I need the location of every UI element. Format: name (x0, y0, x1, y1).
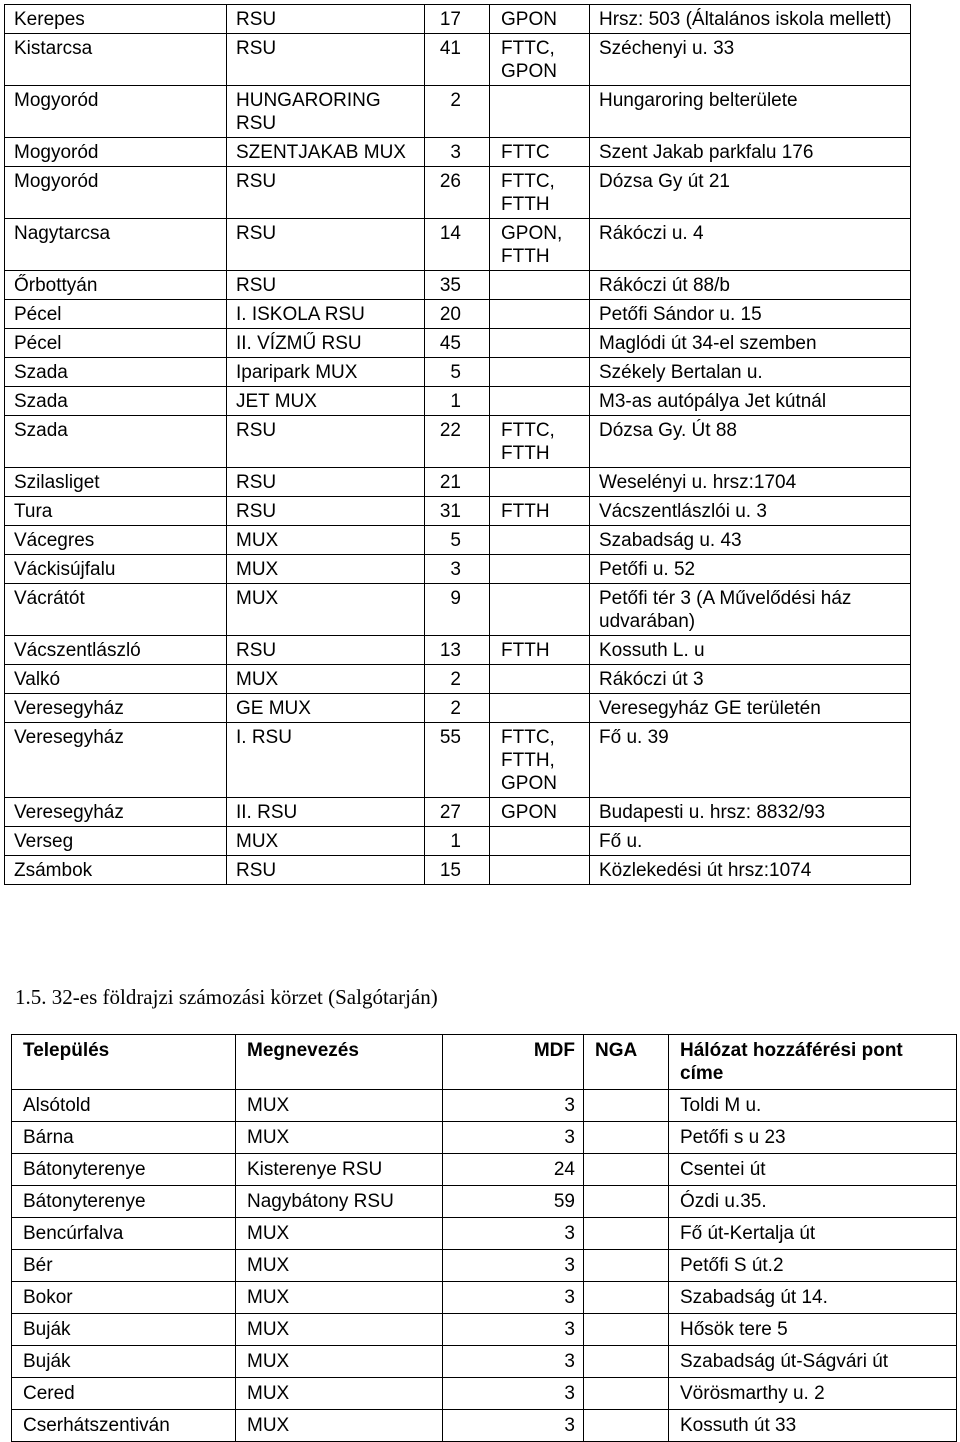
nga-cell: GPON (490, 5, 590, 34)
address-cell: Weselényi u. hrsz:1704 (590, 468, 911, 497)
mdf-cell: 59 (443, 1186, 584, 1218)
table-body (12, 1090, 957, 1442)
address-cell: Kossuth L. u (590, 636, 911, 665)
header-name: Megnevezés (236, 1035, 443, 1090)
name-cell: HUNGARORING RSU (227, 86, 425, 138)
nga-cell (584, 1378, 669, 1410)
address-cell: Fő u. (590, 827, 911, 856)
mdf-cell: 5 (425, 526, 490, 555)
name-cell: SZENTJAKAB MUX (227, 138, 425, 167)
table-row (5, 329, 911, 358)
mdf-cell: 31 (425, 497, 490, 526)
settlement-cell: Pécel (5, 329, 227, 358)
name-cell: MUX (236, 1378, 443, 1410)
address-cell: Maglódi út 34-el szemben (590, 329, 911, 358)
settlement-cell: Mogyoród (5, 138, 227, 167)
nga-cell (584, 1250, 669, 1282)
header-settlement: Település (12, 1035, 236, 1090)
nga-cell (490, 468, 590, 497)
nga-cell (490, 694, 590, 723)
table-row (5, 300, 911, 329)
nga-cell (490, 856, 590, 885)
table-row (12, 1154, 957, 1186)
name-cell: MUX (227, 555, 425, 584)
address-cell: Hősök tere 5 (669, 1314, 957, 1346)
settlement-cell: Kerepes (5, 5, 227, 34)
nga-cell: FTTH (490, 497, 590, 526)
table-row (5, 416, 911, 468)
settlement-cell: Mogyoród (5, 167, 227, 219)
nga-cell: FTTC, FTTH, GPON (490, 723, 590, 798)
settlement-cell: Buják (12, 1314, 236, 1346)
mdf-cell: 20 (425, 300, 490, 329)
settlement-cell: Bátonyterenye (12, 1154, 236, 1186)
settlement-cell: Bárna (12, 1122, 236, 1154)
nga-cell (490, 827, 590, 856)
name-cell: MUX (236, 1314, 443, 1346)
address-cell: Hungaroring belterülete (590, 86, 911, 138)
name-cell: MUX (236, 1218, 443, 1250)
mdf-cell: 17 (425, 5, 490, 34)
table-row (5, 636, 911, 665)
name-cell: MUX (236, 1250, 443, 1282)
address-cell: Hrsz: 503 (Általános iskola mellett) (590, 5, 911, 34)
mdf-cell: 24 (443, 1154, 584, 1186)
name-cell: MUX (227, 526, 425, 555)
address-cell: Csentei út (669, 1154, 957, 1186)
address-cell: Széchenyi u. 33 (590, 34, 911, 86)
settlement-cell: Őrbottyán (5, 271, 227, 300)
exchange-table-continued (4, 4, 911, 885)
name-cell: MUX (227, 665, 425, 694)
mdf-cell: 9 (425, 584, 490, 636)
nga-cell: FTTC, FTTH (490, 416, 590, 468)
mdf-cell: 55 (425, 723, 490, 798)
name-cell: RSU (227, 497, 425, 526)
name-cell: MUX (227, 584, 425, 636)
settlement-cell: Tura (5, 497, 227, 526)
address-cell: Veresegyház GE területén (590, 694, 911, 723)
address-cell: Rákóczi u. 4 (590, 219, 911, 271)
name-cell: MUX (236, 1346, 443, 1378)
mdf-cell: 3 (425, 555, 490, 584)
nga-cell: FTTC, GPON (490, 34, 590, 86)
address-cell: Rákóczi út 3 (590, 665, 911, 694)
nga-cell (584, 1186, 669, 1218)
table-row (12, 1250, 957, 1282)
mdf-cell: 3 (425, 138, 490, 167)
table-row (5, 497, 911, 526)
nga-cell: FTTH (490, 636, 590, 665)
settlement-cell: Pécel (5, 300, 227, 329)
table-row (5, 665, 911, 694)
address-cell: Szabadság út-Ságvári út (669, 1346, 957, 1378)
mdf-cell: 2 (425, 86, 490, 138)
mdf-cell: 3 (443, 1122, 584, 1154)
table-row (5, 86, 911, 138)
table-row (5, 271, 911, 300)
nga-cell (584, 1154, 669, 1186)
mdf-cell: 1 (425, 827, 490, 856)
header-row (12, 1035, 957, 1090)
table-row (5, 827, 911, 856)
settlement-cell: Vácszentlászló (5, 636, 227, 665)
header-nga: NGA (584, 1035, 669, 1090)
settlement-cell: Bátonyterenye (12, 1186, 236, 1218)
name-cell: MUX (236, 1122, 443, 1154)
nga-cell (490, 329, 590, 358)
address-cell: Petőfi S út.2 (669, 1250, 957, 1282)
table-row (5, 167, 911, 219)
address-cell: Petőfi tér 3 (A Művelődési ház udvarában) (590, 584, 911, 636)
table-row (12, 1122, 957, 1154)
nga-cell (490, 86, 590, 138)
name-cell: RSU (227, 636, 425, 665)
nga-cell (490, 300, 590, 329)
table-row (5, 468, 911, 497)
name-cell: RSU (227, 34, 425, 86)
nga-cell: FTTC (490, 138, 590, 167)
name-cell: Iparipark MUX (227, 358, 425, 387)
mdf-cell: 27 (425, 798, 490, 827)
address-cell: Budapesti u. hrsz: 8832/93 (590, 798, 911, 827)
address-cell: Közlekedési út hrsz:1074 (590, 856, 911, 885)
settlement-cell: Vácrátót (5, 584, 227, 636)
table-row (5, 723, 911, 798)
nga-cell (490, 555, 590, 584)
settlement-cell: Zsámbok (5, 856, 227, 885)
name-cell: RSU (227, 5, 425, 34)
table-row (12, 1410, 957, 1442)
table-row (5, 526, 911, 555)
mdf-cell: 3 (443, 1378, 584, 1410)
table-row (5, 584, 911, 636)
table-row (5, 34, 911, 86)
nga-cell (490, 665, 590, 694)
settlement-cell: Alsótold (12, 1090, 236, 1122)
nga-cell: FTTC, FTTH (490, 167, 590, 219)
address-cell: Dózsa Gy. Út 88 (590, 416, 911, 468)
nga-cell (490, 584, 590, 636)
mdf-cell: 2 (425, 665, 490, 694)
settlement-cell: Szada (5, 416, 227, 468)
nga-cell (490, 526, 590, 555)
nga-cell (584, 1282, 669, 1314)
mdf-cell: 3 (443, 1218, 584, 1250)
settlement-cell: Buják (12, 1346, 236, 1378)
settlement-cell: Bencúrfalva (12, 1218, 236, 1250)
address-cell: Vörösmarthy u. 2 (669, 1378, 957, 1410)
name-cell: RSU (227, 856, 425, 885)
mdf-cell: 3 (443, 1090, 584, 1122)
address-cell: Fő út-Kertalja út (669, 1218, 957, 1250)
mdf-cell: 3 (443, 1314, 584, 1346)
section-heading: 1.5. 32-es földrajzi számozási körzet (Salgótarján) (15, 985, 438, 1009)
nga-cell (490, 387, 590, 416)
table-row (12, 1378, 957, 1410)
address-cell: Szabadság út 14. (669, 1282, 957, 1314)
address-cell: Szent Jakab parkfalu 176 (590, 138, 911, 167)
settlement-cell: Váckisújfalu (5, 555, 227, 584)
name-cell: II. VÍZMŰ RSU (227, 329, 425, 358)
settlement-cell: Nagytarcsa (5, 219, 227, 271)
settlement-cell: Verseg (5, 827, 227, 856)
settlement-cell: Cserhátszentiván (12, 1410, 236, 1442)
mdf-cell: 5 (425, 358, 490, 387)
name-cell: RSU (227, 468, 425, 497)
settlement-cell: Valkó (5, 665, 227, 694)
settlement-cell: Veresegyház (5, 694, 227, 723)
table-row (5, 138, 911, 167)
table-row (5, 5, 911, 34)
nga-cell (490, 271, 590, 300)
address-cell: Kossuth út 33 (669, 1410, 957, 1442)
settlement-cell: Vácegres (5, 526, 227, 555)
nga-cell (490, 358, 590, 387)
name-cell: RSU (227, 416, 425, 468)
address-cell: Petőfi u. 52 (590, 555, 911, 584)
header-access-point-address: Hálózat hozzáférési pont címe (669, 1035, 957, 1090)
settlement-cell: Szada (5, 358, 227, 387)
mdf-cell: 14 (425, 219, 490, 271)
name-cell: JET MUX (227, 387, 425, 416)
name-cell: Nagybátony RSU (236, 1186, 443, 1218)
settlement-cell: Cered (12, 1378, 236, 1410)
table-row (12, 1282, 957, 1314)
address-cell: Toldi M u. (669, 1090, 957, 1122)
nga-cell (584, 1122, 669, 1154)
table-row (12, 1186, 957, 1218)
nga-cell (584, 1346, 669, 1378)
address-cell: M3-as autópálya Jet kútnál (590, 387, 911, 416)
table-row (5, 798, 911, 827)
mdf-cell: 21 (425, 468, 490, 497)
mdf-cell: 35 (425, 271, 490, 300)
mdf-cell: 45 (425, 329, 490, 358)
address-cell: Vácszentlászlói u. 3 (590, 497, 911, 526)
mdf-cell: 3 (443, 1346, 584, 1378)
table-row (5, 358, 911, 387)
address-cell: Petőfi Sándor u. 15 (590, 300, 911, 329)
address-cell: Rákóczi út 88/b (590, 271, 911, 300)
name-cell: II. RSU (227, 798, 425, 827)
name-cell: I. ISKOLA RSU (227, 300, 425, 329)
settlement-cell: Veresegyház (5, 798, 227, 827)
salgotarjan-exchange-table (11, 1034, 957, 1442)
settlement-cell: Veresegyház (5, 723, 227, 798)
nga-cell (584, 1218, 669, 1250)
table-row (12, 1090, 957, 1122)
name-cell: MUX (236, 1090, 443, 1122)
name-cell: GE MUX (227, 694, 425, 723)
table-row (5, 555, 911, 584)
table-row (5, 694, 911, 723)
address-cell: Ózdi u.35. (669, 1186, 957, 1218)
table-row (5, 856, 911, 885)
mdf-cell: 26 (425, 167, 490, 219)
table-body (5, 5, 911, 885)
mdf-cell: 2 (425, 694, 490, 723)
mdf-cell: 3 (443, 1410, 584, 1442)
settlement-cell: Mogyoród (5, 86, 227, 138)
settlement-cell: Szada (5, 387, 227, 416)
table-row (12, 1314, 957, 1346)
table-row (5, 387, 911, 416)
mdf-cell: 15 (425, 856, 490, 885)
table-row (12, 1346, 957, 1378)
settlement-cell: Bokor (12, 1282, 236, 1314)
name-cell: MUX (227, 827, 425, 856)
mdf-cell: 22 (425, 416, 490, 468)
name-cell: RSU (227, 167, 425, 219)
mdf-cell: 3 (443, 1282, 584, 1314)
address-cell: Szabadság u. 43 (590, 526, 911, 555)
nga-cell (584, 1090, 669, 1122)
address-cell: Dózsa Gy út 21 (590, 167, 911, 219)
nga-cell (584, 1314, 669, 1346)
settlement-cell: Kistarcsa (5, 34, 227, 86)
name-cell: Kisterenye RSU (236, 1154, 443, 1186)
address-cell: Fő u. 39 (590, 723, 911, 798)
mdf-cell: 3 (443, 1250, 584, 1282)
nga-cell (584, 1410, 669, 1442)
nga-cell: GPON (490, 798, 590, 827)
mdf-cell: 1 (425, 387, 490, 416)
table-row (12, 1218, 957, 1250)
table-row (5, 219, 911, 271)
name-cell: MUX (236, 1410, 443, 1442)
address-cell: Székely Bertalan u. (590, 358, 911, 387)
nga-cell: GPON, FTTH (490, 219, 590, 271)
name-cell: RSU (227, 271, 425, 300)
settlement-cell: Bér (12, 1250, 236, 1282)
name-cell: RSU (227, 219, 425, 271)
mdf-cell: 13 (425, 636, 490, 665)
settlement-cell: Szilasliget (5, 468, 227, 497)
address-cell: Petőfi s u 23 (669, 1122, 957, 1154)
name-cell: I. RSU (227, 723, 425, 798)
name-cell: MUX (236, 1282, 443, 1314)
header-mdf: MDF (443, 1035, 584, 1090)
mdf-cell: 41 (425, 34, 490, 86)
